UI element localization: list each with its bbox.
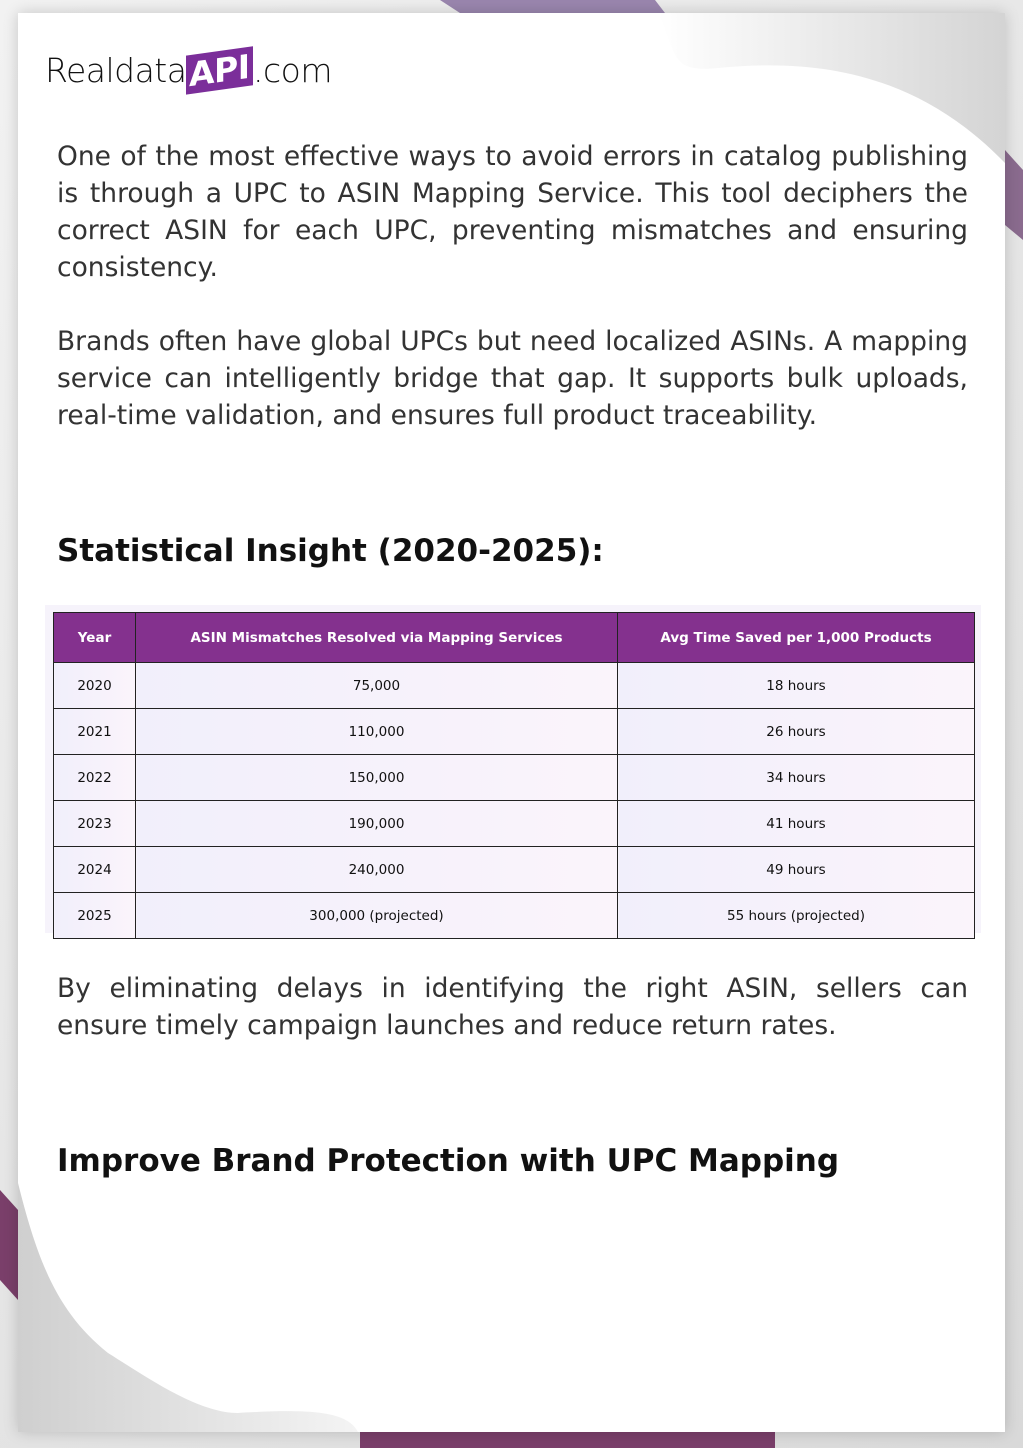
table-header-row xyxy=(54,613,975,663)
logo-api-badge: API xyxy=(186,46,253,94)
statistics-table xyxy=(53,612,975,939)
table-row xyxy=(54,893,975,939)
cell-year: 2025 xyxy=(54,893,136,939)
cell-year: 2021 xyxy=(54,709,136,755)
cell-mismatches: 190,000 xyxy=(136,801,618,847)
cell-time-saved: 41 hours xyxy=(618,801,975,847)
cell-year: 2024 xyxy=(54,847,136,893)
header-year: Year xyxy=(54,613,136,663)
header-time-saved: Avg Time Saved per 1,000 Products xyxy=(618,613,975,663)
cell-mismatches: 300,000 (projected) xyxy=(136,893,618,939)
table-row xyxy=(54,755,975,801)
cell-time-saved: 34 hours xyxy=(618,755,975,801)
cell-year: 2023 xyxy=(54,801,136,847)
cell-time-saved: 49 hours xyxy=(618,847,975,893)
cell-time-saved: 18 hours xyxy=(618,663,975,709)
brand-protection-heading: Improve Brand Protection with UPC Mapping xyxy=(57,1143,840,1179)
logo-suffix: .com xyxy=(253,51,332,90)
table-row xyxy=(54,709,975,755)
cell-time-saved: 55 hours (projected) xyxy=(618,893,975,939)
cell-time-saved: 26 hours xyxy=(618,709,975,755)
cell-mismatches: 240,000 xyxy=(136,847,618,893)
table-row xyxy=(54,663,975,709)
statistical-insight-heading: Statistical Insight (2020-2025): xyxy=(57,533,604,569)
closing-paragraph: By eliminating delays in identifying the right ASIN, sellers can ensure timely campaign launches and reduce return rates. xyxy=(57,973,968,1041)
cell-year: 2022 xyxy=(54,755,136,801)
table-row xyxy=(54,801,975,847)
cell-mismatches: 75,000 xyxy=(136,663,618,709)
intro-paragraph: One of the most effective ways to avoid errors in catalog publishing is through a UPC to ASIN Mapping Service. This tool deciphers the correct ASIN for each UPC, preventing mismatches and ensuring consistency. xyxy=(57,141,968,283)
cell-year: 2020 xyxy=(54,663,136,709)
realdataapi-logo xyxy=(45,46,332,95)
logo-text: Realdata xyxy=(45,51,187,90)
page-card xyxy=(18,13,1005,1432)
brands-paragraph: Brands often have global UPCs but need localized ASINs. A mapping service can intelligently bridge that gap. It supports bulk uploads, real-time validation, and ensures full product traceability. xyxy=(57,326,968,431)
table-row xyxy=(54,847,975,893)
cell-mismatches: 150,000 xyxy=(136,755,618,801)
header-mismatches: ASIN Mismatches Resolved via Mapping Services xyxy=(136,613,618,663)
cell-mismatches: 110,000 xyxy=(136,709,618,755)
statistics-table-container xyxy=(45,605,981,933)
